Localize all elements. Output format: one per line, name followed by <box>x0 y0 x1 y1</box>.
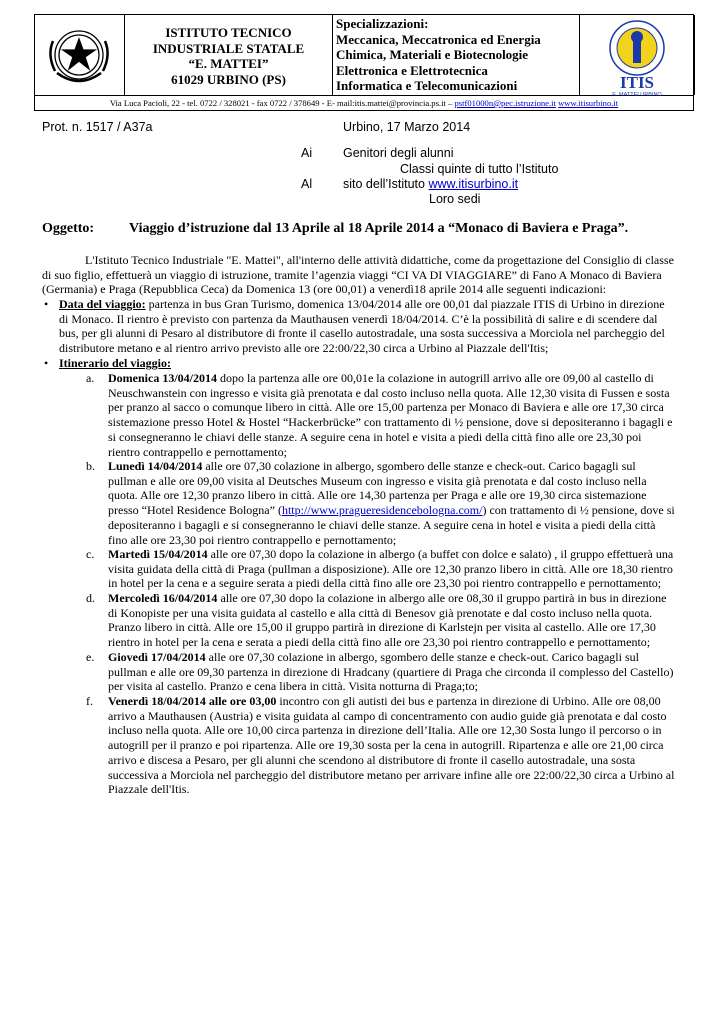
item-line: depositeranno i bagagli e si consegneranno le chiavi delle stanze. A seguire cena in hotel e visita a piedi della città <box>108 517 656 532</box>
address-bar <box>34 96 694 111</box>
item-line: in hotel per la cena e a seguire serata a piedi della città fino alle ore 23,30 poi rientro contrappello e pernottamento; <box>108 576 662 591</box>
item-line: per visita al castello. Pranzo e cena libera in città. Visita notturna di Praga;to; <box>108 679 478 694</box>
item-line: alle ore 07,30 colazione in albergo, sgombero delle stanze e check-out. Carico bagagli sul <box>205 650 639 664</box>
item-line: pullman e alle ore 09,00 visita al Deutsches Museum con ingresso e visita già prenotata e dal costo incluso nella <box>108 473 647 488</box>
school-line: ISTITUTO TECNICO <box>165 25 292 40</box>
bullet-icon: • <box>44 297 49 311</box>
recipient-website-prefix: sito dell’Istituto <box>343 177 429 191</box>
letterhead <box>34 14 694 96</box>
item-letter: f. <box>86 694 93 708</box>
school-line: 61029 URBINO (PS) <box>171 71 286 87</box>
trip-date-line: di Monaco. Il rientro è previsto con partenza da Mauthausen venerdì 18/04/2014. C’è la possibilità di salire e di scendere dal <box>59 311 658 326</box>
itinerary-item-c <box>108 547 685 591</box>
logo-text: ITIS <box>619 73 655 92</box>
item-line: presso “Hotel Residence Bologna” ( <box>108 503 282 518</box>
item-line: visita guidata della città di Praga (pullman a disposizione). Alle ore 12,30 pranzo libero in città. Alle ore 18,30 rientro <box>108 561 673 576</box>
item-line: Pranzo libero in città. Alle ore 15,00 il gruppo partirà in direzione di Karlstejn per visita al castello. Alle ore 17,30 <box>108 620 656 635</box>
recipient-line <box>343 177 518 191</box>
trip-date-line: bus, per gli alunni di Pesaro al distributore di fronte il casello autostradale, una sosta successiva a Morciola nel parcheggio del <box>59 326 665 341</box>
school-line: INDUSTRIALE STATALE <box>152 40 305 56</box>
item-line: alle ore 07,30 colazione in albergo, sgombero delle stanze e check-out. Carico bagagli sul <box>202 459 636 473</box>
spec-line: Chimica, Materiali e Biotecnologie <box>336 47 529 62</box>
item-day: Venerdì 18/04/2014 alle ore 03,00 <box>108 694 277 708</box>
itinerary-item-d <box>108 591 685 650</box>
item-line: Piazzale dell'Itis. <box>108 782 190 797</box>
subject-text: Viaggio d’istruzione dal 13 Aprile al 18 Aprile 2014 a “Monaco di Baviera e Praga”. <box>129 221 629 236</box>
item-line: incontro con gli autisti dei bus e partenza in direzione di Urbino. Alle ore 08,00 <box>276 694 661 708</box>
itinerary-label: Itinerario del viaggio: <box>59 356 171 370</box>
item-line: di Konopiste per una visita guidata al castello e alla città di Benesov già prenotate e dal costo incluso nella quota. <box>108 605 653 620</box>
item-line: si consegneranno le chiavi delle stanze. A seguire cena in hotel e visita a piedi della città fino alle ore 23,30 poi <box>108 429 642 444</box>
item-line: incluso nella quota. Alle ore 10,00 circa partenza in direzione dell’Italia. Alle ore 12,30 Sosta lungo il percorso o in <box>108 723 662 738</box>
trip-date-section <box>59 297 685 356</box>
recipient-line: Genitori degli alunni <box>343 146 454 160</box>
item-line: rientro contrappello e pernottamento; <box>108 444 287 459</box>
itis-logo-cell <box>580 15 695 95</box>
hotel-website-link[interactable]: http://www.pragueresidencebologna.com/ <box>281 503 483 518</box>
itinerary-item-f <box>108 694 685 797</box>
spec-line: Elettronica e Elettrotecnica <box>336 62 488 78</box>
intro-line: (Germania) e Praga (Repubblica Ceca) da Domenica 13 (ore 00,01) a venerdì18 aprile 2014 alle seguenti indicazioni: <box>42 282 607 297</box>
item-line: arrivo e discesa a Pesaro, per gli alunni che scendono al distributore di fronte il casello autostradale, una sosta <box>108 752 636 767</box>
item-day: Giovedì 17/04/2014 <box>108 650 206 664</box>
letter-date: Urbino, 17 Marzo 2014 <box>343 120 471 134</box>
item-day: Mercoledì 16/04/2014 <box>108 591 218 605</box>
item-letter: e. <box>86 650 95 664</box>
protocol-number: Prot. n. 1517 / A37a <box>42 120 153 134</box>
item-letter: d. <box>86 591 95 605</box>
item-day: Domenica 13/04/2014 <box>108 371 217 385</box>
item-line: sistemazione presso Hotel & Hostel “Hackerbrücke” con trattamento di ½ pensione, dove si depositeranno i bagagli e <box>108 415 673 430</box>
itinerary-item-b <box>108 459 685 547</box>
item-letter: c. <box>86 547 95 561</box>
item-line: alle ore 07,30 dopo la colazione in albergo (a buffet con dolce e salato) , il gruppo effettuerà una <box>207 547 674 561</box>
recipient-line: Classi quinte di tutto l’Istituto <box>400 162 559 176</box>
recipient-website-link[interactable]: www.itisurbino.it <box>428 177 519 191</box>
school-line: “E. MATTEI” <box>188 56 269 71</box>
emblem-cell <box>35 15 125 95</box>
item-line: pullman e alle ore 09,30 partenza in direzione di Hradcany (quartiere di Praga che circonda il complesso del Castello) <box>108 664 674 679</box>
item-line: autogrill per il pranzo e poi ripartenza. Alle ore 19,30 sosta per la cena in autogrill. Ripartenza e alle ore 21,00 circa <box>108 738 664 753</box>
item-line: per pranzo al sacco o comunque libero in città. Alle ore 15,00 partenza per Monaco di Baviera e alle ore 17,30 circa <box>108 400 664 415</box>
intro-paragraph <box>42 253 685 297</box>
trip-date-line: partenza in bus Gran Turismo, domenica 13/04/2014 alle ore 00,01 dal piazzale ITIS di Urbino in direzione <box>145 297 665 311</box>
item-line: arrivo a Mauthausen (Austria) e visita guidata al campo di concentramento con audio guide già prenotata e dal costo <box>108 708 667 723</box>
subject-label: Oggetto: <box>42 221 95 236</box>
item-day: Martedì 15/04/2014 <box>108 547 208 561</box>
school-name-block <box>125 15 333 95</box>
spec-line: Specializzazioni: <box>336 16 429 31</box>
itinerary-item-a <box>108 371 685 459</box>
recipient-prefix-al: Al <box>301 177 313 191</box>
item-line: rientro in hotel per la cena e serata a piedi della città fino alle ore 23,30 poi rientro contrappello e pernottamento; <box>108 635 651 650</box>
bullet-icon: • <box>44 356 49 370</box>
item-line: alle ore 07,30 dopo la colazione in albergo alle ore 08,30 il gruppo partirà in bus in direzione <box>217 591 667 605</box>
itis-logo-icon <box>580 15 695 97</box>
item-line: ) con trattamento di ½ pensione, dove si <box>482 503 675 518</box>
spec-line: Meccanica, Meccatronica ed Energia <box>336 31 541 47</box>
recipient-prefix-ai: Ai <box>301 146 313 160</box>
logo-subtext: E. MATTEI URBINO <box>612 92 662 97</box>
recipient-line: Loro sedi <box>429 192 481 206</box>
specializations-block <box>333 15 580 95</box>
itinerary-heading <box>59 356 171 371</box>
item-day: Lunedì 14/04/2014 <box>108 459 203 473</box>
website-link[interactable]: www.itisurbino.it <box>558 98 619 108</box>
item-line: fino alle ore 23,30 poi rientro contrappello e pernottamento; <box>108 532 397 547</box>
trip-date-line: distributore metano e al rientro arrivo previsto alle ore 22:00/22,30 circa a Urbino al Piazzale dell'Itis; <box>59 341 549 356</box>
pec-link[interactable]: pstf01000n@pec.istruzione.it <box>454 98 556 108</box>
address-text: Via Luca Pacioli, 22 - tel. 0722 / 328021 - fax 0722 / 378649 - E- mail:itis.mattei@provincia.ps.it – <box>109 98 455 108</box>
trip-date-label: Data del viaggio: <box>59 297 146 311</box>
intro-line: L'Istituto Tecnico Industriale "E. Mattei", all'interno delle attività didattiche, come da progettazione del Consiglio di classe <box>85 253 674 267</box>
item-line: quota. Alle ore 12,30 pranzo libero in città. Alle ore 14,30 partenza per Praga e alle ore 19,30 circa sistemazione <box>108 488 647 503</box>
item-line: Neuschwanstein con ingresso e visita già prenotata e dal costo incluso nella quota. Alle 12,30 visita di Fussen e sosta <box>108 385 670 400</box>
itinerary-item-e <box>108 650 685 694</box>
item-line: dopo la partenza alle ore 00,01e la colazione in autogrill arrivo alle ore 09,00 al castello di <box>217 371 654 385</box>
italian-republic-emblem-icon <box>35 15 125 97</box>
item-letter: a. <box>86 371 95 385</box>
spec-line: Informatica e Telecomunicazioni <box>336 78 518 93</box>
item-letter: b. <box>86 459 95 473</box>
intro-line: di suo figlio, effettuerà un viaggio di istruzione, tramite l’agenzia viaggi “CI VA DI VIAGGIARE” di Fano A Monaco di Baviera <box>42 267 662 282</box>
item-line: successiva a Morciola nel parcheggio del distributore metano per arrivare infine alle ore 22:00/22,30 circa a Urbino al <box>108 767 675 782</box>
